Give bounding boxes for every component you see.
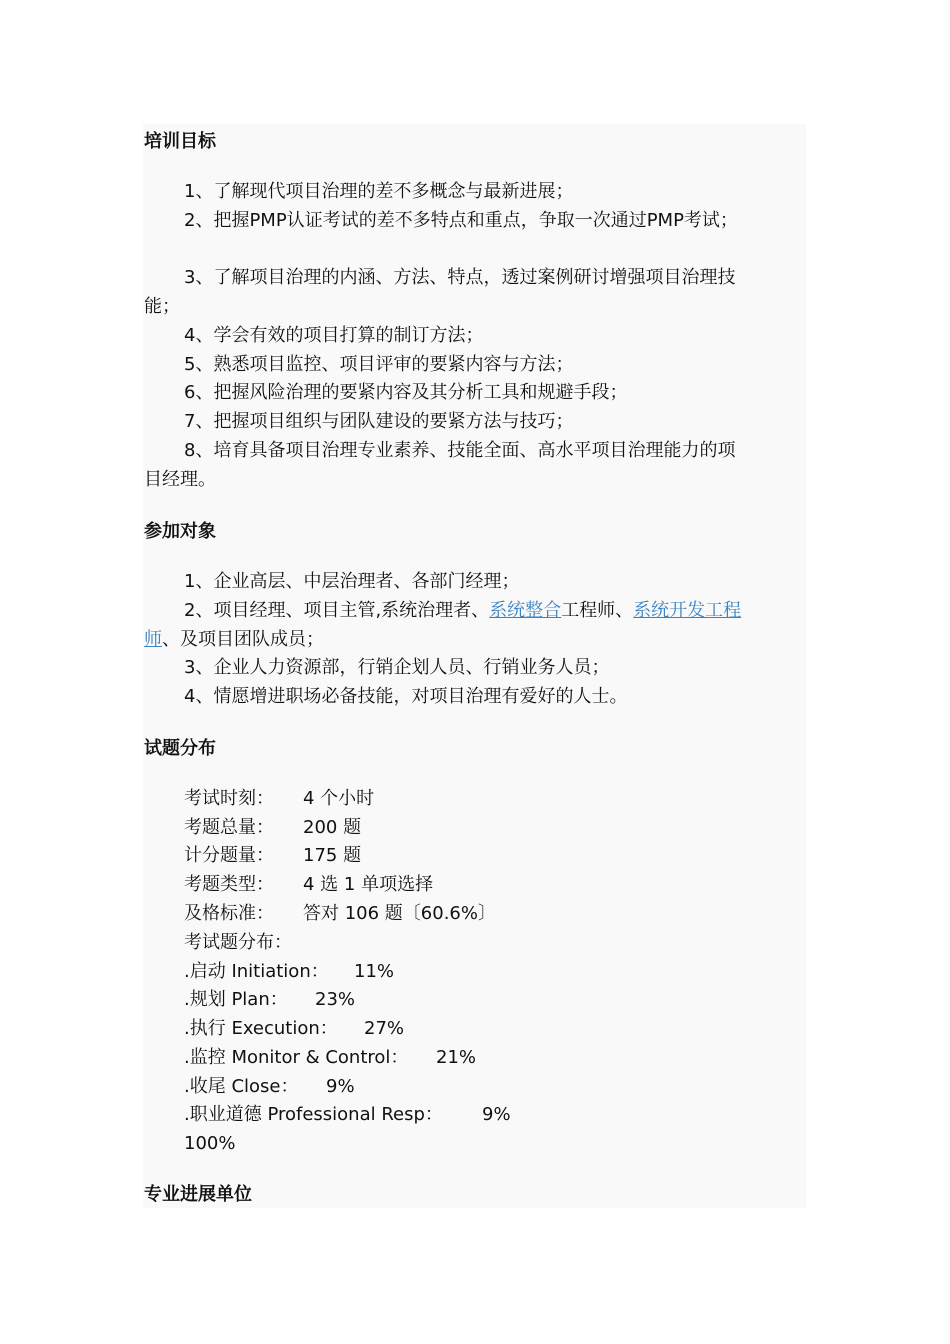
- exam-row-value: 答对 106 题〔60.6%〕: [303, 903, 496, 924]
- distribution-row: [184, 960, 394, 984]
- exam-row-value: 4 个小时: [303, 788, 375, 809]
- exam-row-value: 4 选 1 单项选择: [303, 874, 434, 895]
- section-title-audience: 参加对象: [144, 521, 216, 542]
- distribution-name: .收尾 Close：: [184, 1076, 299, 1097]
- system-integration-link[interactable]: 系统整合: [489, 600, 562, 621]
- exam-row-value: 175 题: [303, 845, 362, 866]
- distribution-pct: 11%: [354, 961, 395, 982]
- distribution-title: 考试题分布：: [184, 932, 292, 953]
- exam-row: [184, 873, 433, 897]
- distribution-row: [184, 1046, 476, 1070]
- distribution-pct: 27%: [364, 1018, 405, 1039]
- exam-row-label: 考试时刻：: [184, 788, 274, 809]
- goal-item: 7、把握项目组织与团队建设的要紧方法与技巧；: [184, 411, 574, 432]
- distribution-pct: 23%: [315, 989, 356, 1010]
- distribution-name: .规划 Plan：: [184, 989, 288, 1010]
- exam-row-label: 及格标准：: [184, 903, 274, 924]
- distribution-name: .执行 Execution：: [184, 1018, 338, 1039]
- audience-item-text: 2、项目经理、项目主管,系统治理者、: [184, 600, 490, 621]
- goal-item: 1、了解现代项目治理的差不多概念与最新进展；: [184, 181, 574, 202]
- audience-item-continuation: [144, 628, 324, 652]
- goal-item: 4、学会有效的项目打算的制订方法；: [184, 325, 484, 346]
- distribution-name: .启动 Initiation：: [184, 961, 329, 982]
- goal-item: 6、把握风险治理的要紧内容及其分析工具和规避手段；: [184, 382, 628, 403]
- distribution-row: [184, 1017, 404, 1041]
- system-development-engineer-link[interactable]: 师: [144, 629, 162, 650]
- section-title-exam: 试题分布: [144, 738, 216, 759]
- section-title-goals: 培训目标: [144, 131, 216, 152]
- distribution-row: [184, 1075, 355, 1099]
- audience-item: 3、企业人力资源部，行销企划人员、行销业务人员；: [184, 657, 610, 678]
- distribution-pct: 9%: [326, 1076, 355, 1097]
- exam-row: [184, 787, 374, 811]
- system-development-engineer-link[interactable]: 系统开发工程: [633, 600, 742, 621]
- exam-row-label: 计分题量：: [184, 845, 274, 866]
- distribution-pct: 9%: [482, 1104, 511, 1125]
- distribution-total: 100%: [184, 1133, 236, 1154]
- distribution-name: .监控 Monitor & Control：: [184, 1047, 409, 1068]
- audience-item: 4、情愿增进职场必备技能，对项目治理有爱好的人士。: [184, 686, 628, 707]
- audience-item-text: 工程师、: [561, 600, 634, 621]
- goal-item: 2、把握PMP认证考试的差不多特点和重点，争取一次通过PMP考试；: [184, 210, 738, 231]
- exam-row: [184, 844, 361, 868]
- section-title-pdu: 专业进展单位: [144, 1184, 252, 1205]
- distribution-row: [184, 988, 355, 1012]
- audience-item: [184, 599, 741, 623]
- exam-row-value: 200 题: [303, 817, 362, 838]
- goal-item-continuation: 能；: [144, 296, 180, 317]
- distribution-name: .职业道德 Professional Resp：: [184, 1104, 443, 1125]
- exam-row: [184, 816, 361, 840]
- audience-item: 1、企业高层、中层治理者、各部门经理；: [184, 571, 520, 592]
- distribution-pct: 21%: [436, 1047, 477, 1068]
- distribution-row: [184, 1103, 511, 1127]
- goal-item-continuation: 目经理。: [144, 469, 216, 490]
- goal-item: 8、培育具备项目治理专业素养、技能全面、高水平项目治理能力的项: [184, 440, 736, 461]
- goal-item: 3、了解项目治理的内涵、方法、特点，透过案例研讨增强项目治理技: [184, 267, 736, 288]
- goal-item: 5、熟悉项目监控、项目评审的要紧内容与方法；: [184, 354, 574, 375]
- exam-row: [184, 902, 496, 926]
- exam-row-label: 考题类型：: [184, 874, 274, 895]
- audience-item-text: 、及项目团队成员；: [162, 629, 324, 650]
- exam-row-label: 考题总量：: [184, 817, 274, 838]
